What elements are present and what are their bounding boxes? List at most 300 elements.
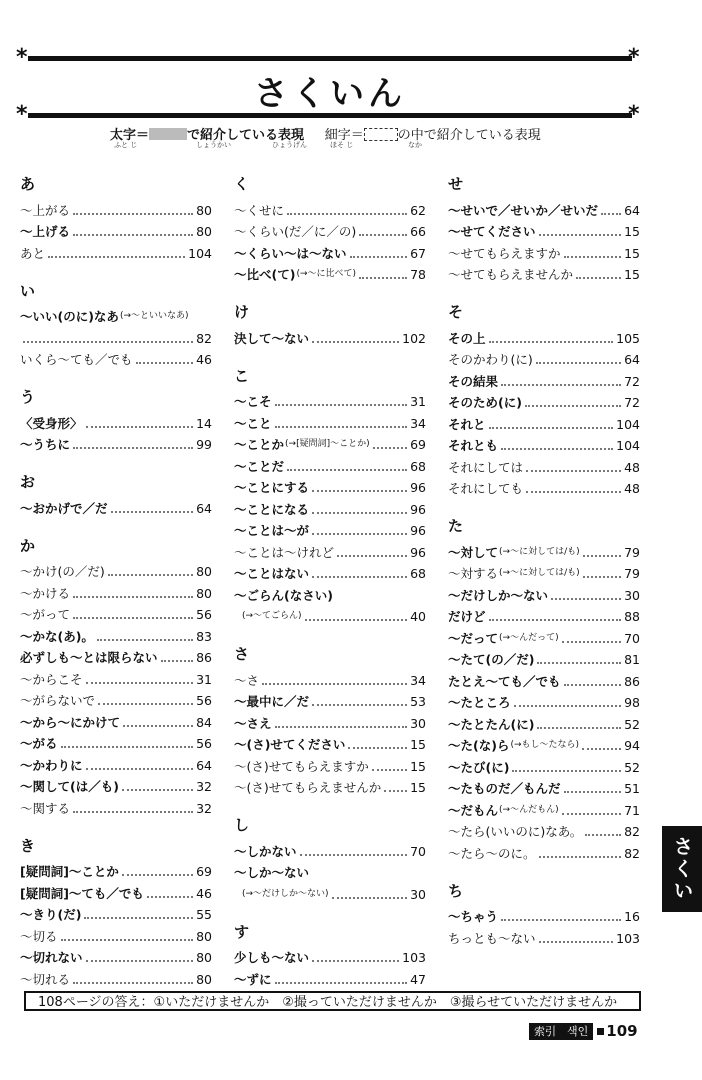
entry-page: 80 [196,971,212,987]
dot-leader [312,960,399,962]
legend-thin-label: 細字＝ [324,128,364,143]
index-entry [448,624,640,646]
index-entry [448,839,640,861]
index-entry [448,667,640,689]
entry-text: ～ずに [234,971,272,987]
entry-text: それとも [448,438,499,453]
index-entry [448,324,640,346]
entry-page: 64 [196,500,212,516]
index-entry [234,560,426,582]
entry-text: ～ことにする [234,480,310,495]
dot-leader [526,470,621,472]
entry-text: 必ずしも～とは限らない [20,650,158,665]
star-left-bottom: * [16,102,28,127]
entry-page: 15 [624,224,640,239]
entry-page: 88 [624,609,640,624]
index-entry [20,773,212,795]
dot-leader [136,362,194,364]
entry-text: その結果 [448,373,499,389]
index-entry [234,709,426,731]
section-heading: か [20,536,36,555]
entry-page: 55 [196,907,212,922]
index-entry [234,944,426,966]
dot-leader [312,512,407,514]
dot-leader [583,555,621,557]
entry-page: 68 [410,458,426,474]
entry-text: ～せいで／せいか／せいだ [448,202,599,218]
entry-page: 31 [196,671,212,687]
entry-text: それにしても [448,481,524,496]
index-section [448,172,640,282]
dot-leader [350,256,408,258]
entry-page: 68 [410,566,426,581]
dot-leader [562,641,622,643]
entry-text: ～しかない [234,843,297,859]
legend-thin-suffix: の中で紹介している表現 [397,128,541,143]
entry-page: 103 [402,950,426,965]
entry-text: ～きり(だ) [20,907,82,922]
entry-text: ～上がる [20,202,71,218]
entry-page: 46 [196,885,212,901]
entry-text: ～せてもらえますか [448,245,561,261]
index-entry [448,689,640,711]
entry-text: たとえ～ても／でも [448,673,561,689]
entry-note: (→～に対しては/も) [499,568,580,578]
dot-leader [332,897,408,899]
entry-page: 34 [410,672,426,688]
dot-leader [564,684,622,686]
entry-text: それと [448,416,486,432]
index-entry [20,579,212,601]
entry-text: ～切る [20,928,58,944]
dot-leader [275,426,408,428]
dot-leader [287,213,407,215]
dot-leader [489,341,614,343]
entry-text: ～かける [20,585,71,601]
dot-leader [373,447,407,449]
entry-page: 82 [624,824,640,839]
side-tab: さくいん [662,826,702,912]
ruby-shoukai: しょうかい [196,141,231,149]
dot-leader [312,490,407,492]
dot-leader [564,256,622,258]
index-entry [234,239,426,261]
dot-leader [122,874,193,876]
entry-text: ～ごらん(なさい) [234,587,333,603]
entry-page: 79 [624,566,640,581]
entry-note: (→～に比べて) [296,269,357,279]
index-section [234,920,426,987]
entry-page: 98 [624,695,640,710]
entry-text: ～(さ)せてもらえませんか [234,780,382,795]
entry-text: ～ことは～けれど [234,544,335,560]
entry-text: ～さ [234,672,260,688]
entry-page: 51 [624,781,640,796]
entry-page: 69 [410,437,426,452]
dot-leader [337,555,407,557]
entry-page: 34 [410,415,426,431]
entry-page: 80 [196,564,212,579]
dot-leader [539,941,614,943]
entry-text: ～かわりに [20,757,83,773]
entry-page: 66 [410,224,426,239]
entry-page: 99 [196,437,212,452]
index-entry [448,196,640,218]
entry-page: 96 [410,501,426,517]
index-entry [448,581,640,603]
index-entry [448,818,640,840]
index-entry [20,494,212,516]
dot-leader [585,834,621,836]
index-entry [20,708,212,730]
entry-text: ～たところ [448,695,511,710]
entry-text: ～かけ(の／だ) [20,564,105,579]
entry-page: 70 [410,843,426,859]
entry-text: ～がって [20,607,71,622]
index-entry [234,196,426,218]
entry-text: ～たら(いいのに)なあ。 [448,824,583,839]
dot-leader [512,770,621,772]
index-entry [20,303,212,325]
entry-page: 83 [196,628,212,644]
entry-text: ～せてください [448,224,536,239]
index-entry [448,603,640,625]
entry-text: その上 [448,330,486,346]
dot-leader [73,982,193,984]
entry-text: ～ことはない [234,566,310,581]
section-heading: け [234,303,250,321]
dot-leader [601,213,621,215]
entry-note: (→～てごらん) [242,611,302,621]
entry-text: そのため(に) [448,395,522,410]
entry-page: 80 [196,224,212,239]
dot-leader [537,662,621,664]
entry-text: [疑問詞]～ても／でも [20,885,144,901]
entry-text: あと [20,245,46,261]
index-section [448,879,640,946]
dot-leader [372,769,407,771]
entry-text: それにしては [448,459,524,475]
dot-leader [305,619,408,621]
index-entry [234,965,426,987]
square-icon [597,1028,604,1035]
index-section [20,534,212,816]
entry-text: ～比べ(て) [234,267,296,282]
dot-leader [583,576,621,578]
entry-page: 82 [196,330,212,346]
entry-page: 104 [188,245,212,261]
index-entry [20,346,212,368]
index-entry [20,196,212,218]
entry-page: 82 [624,845,640,861]
index-section [234,300,426,346]
entry-text: ～上げる [20,224,71,239]
index-entry [20,431,212,453]
legend-bold-label: 太字＝ [110,128,150,143]
index-entry [234,837,426,859]
section-heading: く [234,175,250,193]
entry-page: 14 [196,415,212,431]
index-entry [448,560,640,582]
entry-text: ～くらい(だ／に／の) [234,224,357,239]
entry-note: (→もし～たなら) [510,740,580,750]
index-entry [448,775,640,797]
index-entry [234,774,426,796]
ruby-naka: なか [408,141,422,149]
dot-leader [312,704,407,706]
entry-page: 52 [624,716,640,732]
dot-leader [287,469,407,471]
footer-label: 索引 색인 [529,1023,593,1040]
index-entry [234,409,426,431]
index-entry [234,517,426,539]
section-heading: こ [234,366,250,385]
entry-page: 62 [410,202,426,218]
index-section [234,813,426,902]
dot-leader [23,341,193,343]
entry-page: 15 [410,737,426,752]
entry-text: ～かな(あ)。 [20,628,94,644]
entry-text: ～だもん [448,802,499,818]
ruby-hyougen: ひょうげん [272,141,307,149]
index-entry [20,751,212,773]
index-entry [20,601,212,623]
dot-leader [300,854,408,856]
index-entry [234,431,426,453]
entry-text: ～対する [448,566,499,581]
entry-text: ～(さ)せてもらえますか [234,758,369,774]
entry-page: 104 [616,416,640,432]
entry-text: ～たら～のに。 [448,845,536,861]
entry-page: 80 [196,202,212,218]
dot-leader [514,705,622,707]
dot-leader [312,341,399,343]
dot-leader [73,213,193,215]
entry-page: 64 [624,202,640,218]
dot-leader [576,277,621,279]
entry-text: ～がらないで [20,693,96,708]
index-entry [234,731,426,753]
entry-text: ～くらい～は～ない [234,245,347,261]
dot-leader [582,748,621,750]
index-section [448,514,640,861]
index-section [20,385,212,452]
dot-leader [73,234,193,236]
entry-text: ～関して(は／も) [20,779,119,794]
entry-page: 86 [624,673,640,689]
dot-leader [262,683,407,685]
index-column-2 [234,172,426,1005]
index-entry [234,752,426,774]
index-entry [20,665,212,687]
entry-text: ～(さ)せてください [234,737,346,752]
dot-leader [551,598,621,600]
index-entry [448,218,640,240]
entry-page: 78 [410,267,426,282]
page-footer [529,1023,638,1040]
entry-page: 72 [624,395,640,410]
entry-page: 40 [410,609,426,624]
dot-leader [73,617,193,619]
entry-page: 30 [410,715,426,731]
entry-text: いくら～ても／でも [20,352,133,367]
dot-leader [359,277,407,279]
index-entry [234,859,426,881]
entry-page: 104 [616,438,640,453]
index-entry [448,367,640,389]
entry-text: ～だけしか～ない [448,587,549,603]
index-section [20,834,212,987]
index-entry [20,324,212,346]
entry-page: 30 [624,587,640,603]
entry-text: ～さえ [234,715,272,731]
entry-page: 31 [410,394,426,409]
section-heading: ち [448,881,464,900]
entry-note: (→～んだって) [499,632,559,643]
index-entry [20,944,212,966]
entry-text: ～から～にかけて [20,714,121,730]
dot-leader [73,596,193,598]
section-heading: お [20,473,36,491]
ruby-futoji: ふと じ [114,141,138,149]
index-entry [20,218,212,240]
entry-page: 94 [624,738,640,753]
dot-leader [501,384,621,386]
entry-page: 15 [410,758,426,774]
dot-leader [98,703,193,705]
entry-page: 16 [624,909,640,924]
index-entry [448,410,640,432]
entry-text: ～ことか [234,437,285,452]
dot-leader [86,768,194,770]
index-section [234,642,426,795]
entry-text: 少しも～ない [234,950,310,965]
index-entry [448,924,640,946]
index-entry [448,239,640,261]
index-entry [448,538,640,560]
entry-page: 96 [410,544,426,560]
entry-text: そのかわり(に) [448,352,533,367]
entry-page: 80 [196,950,212,965]
entry-text: ～最中に／だ [234,694,310,709]
index-entry [448,453,640,475]
entry-page: 70 [624,630,640,646]
dot-leader [275,726,408,728]
entry-page: 52 [624,759,640,775]
top-rule [28,56,632,61]
entry-page: 64 [624,352,640,367]
index-entry [448,903,640,925]
entry-page: 32 [196,800,212,816]
section-heading: き [20,836,36,855]
index-entry [448,389,640,411]
dot-leader [86,682,194,684]
entry-page: 84 [196,714,212,730]
index-entry [234,495,426,517]
index-entry [20,879,212,901]
index-entry [20,558,212,580]
index-entry [234,666,426,688]
entry-text: ～ことだ [234,458,285,474]
entry-text: ～たとたん(に) [448,716,535,732]
dot-leader [275,404,408,406]
entry-text: ～こそ [234,394,272,409]
page-title: さくいん [254,74,406,114]
index-entry [448,646,640,668]
section-heading: せ [448,175,464,193]
index-section [448,300,640,496]
dot-leader [108,574,193,576]
entry-page: 64 [196,757,212,773]
entry-text: ～ことになる [234,501,310,517]
entry-text: ～こと [234,415,272,431]
section-heading: た [448,517,464,535]
dot-leader [86,426,194,428]
index-entry [448,710,640,732]
index-entry [234,880,426,902]
index-section [234,172,426,282]
entry-page: 96 [410,523,426,538]
dot-leader [48,256,185,258]
entry-text: ～たて(の／だ) [448,652,535,667]
index-entry [234,581,426,603]
star-right-top: * [628,45,640,70]
index-entry [234,388,426,410]
dot-leader [312,576,407,578]
index-entry [448,475,640,497]
entry-page: 15 [410,780,426,795]
dot-leader [536,362,621,364]
star-left-top: * [16,45,28,70]
answer-box: 108ページの答え：①いただけませんか ②撮っていただけませんか ③撮らせていただけませんか [24,991,641,1011]
entry-page: 56 [196,607,212,622]
index-entry [234,538,426,560]
dot-leader [61,746,194,748]
entry-text: ～たものだ／もんだ [448,781,561,796]
index-entry [448,732,640,754]
entry-text: ～切れない [20,950,83,965]
entry-text: ～おかげで／だ [20,500,108,516]
dot-leader [359,234,407,236]
index-entry [234,324,426,346]
entry-text: ～からこそ [20,671,83,687]
legend-bold-suffix: で紹介している表現 [187,128,305,143]
index-entry [20,409,212,431]
entry-page: 46 [196,352,212,367]
section-heading: さ [234,645,250,663]
entry-text: ～くせに [234,202,285,218]
index-entry [20,644,212,666]
entry-page: 103 [616,930,640,946]
section-heading: い [20,281,36,300]
dot-leader [275,982,408,984]
dot-leader [147,896,193,898]
entry-text: ～がる [20,736,58,751]
dot-leader [501,448,613,450]
entry-page: 32 [196,779,212,794]
entry-text: ～うちに [20,437,71,452]
dot-leader [97,639,193,641]
dot-leader [539,234,622,236]
entry-page: 72 [624,373,640,389]
entry-text: ～た(な)ら [448,738,510,753]
index-entry [20,687,212,709]
entry-page: 86 [196,650,212,665]
index-entry [448,432,640,454]
dot-leader [525,405,621,407]
index-entry [20,730,212,752]
section-heading: す [234,922,250,941]
